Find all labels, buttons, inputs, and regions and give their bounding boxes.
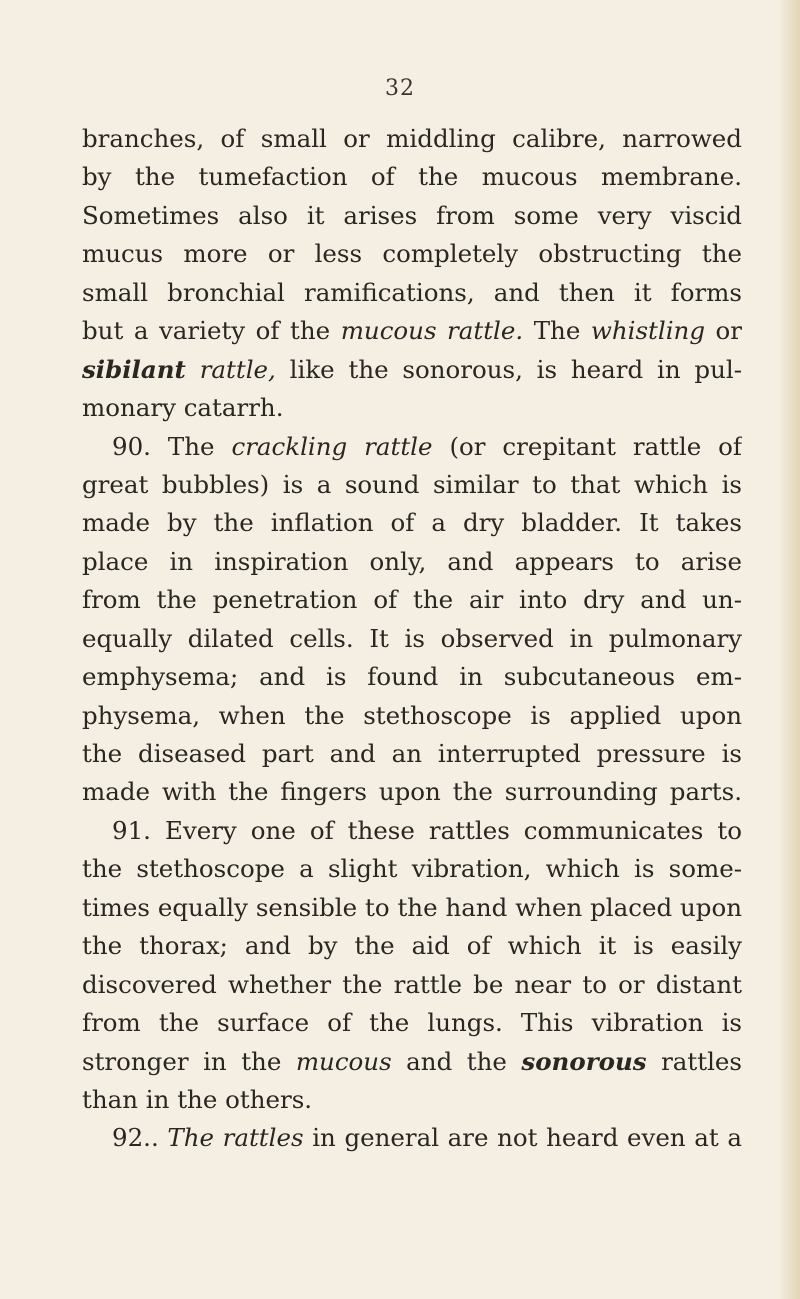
text-segment: the stethoscope a slight vibration, which is some- — [82, 854, 742, 884]
text-segment: branches, of small or middling calibre, narrowed — [82, 124, 742, 153]
text-line — [82, 197, 742, 235]
text-segment: The — [523, 316, 591, 346]
text-segment: great bubbles) is a sound similar to that which is — [82, 469, 742, 499]
text-segment: and the — [391, 1046, 522, 1076]
text-line — [82, 773, 742, 811]
text-segment: but a variety of the — [82, 316, 341, 346]
text-segment: in general are not heard even at a — [303, 1123, 742, 1153]
emphasized-term: rattle, — [199, 354, 276, 384]
text-segment: the diseased part and an interrupted pressure is — [82, 739, 742, 768]
text-segment: 92.. — [112, 1123, 168, 1153]
text-segment: 90. The — [112, 431, 232, 461]
text-segment: (or crepitant rattle of — [432, 431, 742, 461]
text-line — [82, 620, 742, 658]
text-line — [82, 312, 742, 350]
text-segment: physema, when the stethoscope is applied upon — [82, 700, 742, 730]
text-line — [82, 1043, 742, 1081]
text-line — [82, 581, 742, 619]
text-segment: emphysema; and is found in subcutaneous em- — [82, 662, 742, 692]
text-line — [82, 735, 742, 773]
text-line — [82, 274, 742, 312]
text-line — [82, 235, 742, 273]
text-segment — [186, 355, 200, 384]
text-line — [82, 466, 742, 504]
emphasized-term: mucous — [295, 1046, 392, 1076]
text-segment: place in inspiration only, and appears to arise — [82, 546, 742, 576]
text-line — [82, 658, 742, 696]
text-segment: than in the others. — [82, 1084, 313, 1114]
text-segment: the thorax; and by the aid of which it is easily — [82, 931, 742, 961]
text-segment: made by the inflation of a dry bladder. It takes — [82, 508, 742, 538]
emphasized-term: sonorous — [521, 1046, 647, 1076]
text-segment: monary catarrh. — [82, 393, 284, 423]
body-text — [82, 120, 742, 1158]
text-line — [82, 1119, 742, 1157]
text-segment: like the sonorous, is heard in pul- — [275, 354, 742, 384]
text-segment: rattles — [646, 1046, 742, 1076]
text-line — [82, 1081, 742, 1119]
emphasized-term: crackling rattle — [231, 431, 433, 461]
text-line — [82, 889, 742, 927]
text-segment: Sometimes also it arises from some very viscid — [82, 200, 742, 230]
emphasized-term: sibilant — [82, 354, 186, 384]
text-segment: times equally sensible to the hand when placed upon — [82, 892, 742, 922]
text-line — [82, 1004, 742, 1042]
text-line — [82, 966, 742, 1004]
text-line — [82, 812, 742, 850]
text-segment: 91. Every one of these rattles communicates to — [112, 815, 742, 845]
text-segment: or — [705, 316, 742, 346]
text-line — [82, 543, 742, 581]
page-edge-shading — [778, 0, 800, 1299]
text-segment: mucus more or less completely obstructing the — [82, 239, 742, 269]
text-segment: small bronchial ramifications, and then it forms — [82, 277, 742, 307]
text-line — [82, 158, 742, 196]
text-line — [82, 428, 742, 466]
emphasized-term: mucous rattle. — [340, 316, 524, 346]
text-segment: equally dilated cells. It is observed in pulmonary — [82, 623, 742, 653]
text-segment: from the surface of the lungs. This vibration is — [82, 1008, 742, 1038]
text-line — [82, 927, 742, 965]
text-line — [82, 850, 742, 888]
text-segment: by the tumefaction of the mucous membrane. — [82, 162, 742, 192]
text-segment: made with the fingers upon the surrounding parts. — [82, 777, 742, 807]
emphasized-term: The rattles — [167, 1123, 304, 1153]
text-segment: from the penetration of the air into dry and un- — [82, 585, 742, 615]
text-line — [82, 504, 742, 542]
text-line — [82, 697, 742, 735]
text-line — [82, 120, 742, 158]
text-segment: stronger in the — [82, 1046, 296, 1076]
emphasized-term: whistling — [590, 316, 706, 346]
text-line — [82, 351, 742, 389]
text-line — [82, 389, 742, 427]
page-number: 32 — [385, 76, 415, 101]
text-segment: discovered whether the rattle be near to or distant — [82, 969, 742, 999]
